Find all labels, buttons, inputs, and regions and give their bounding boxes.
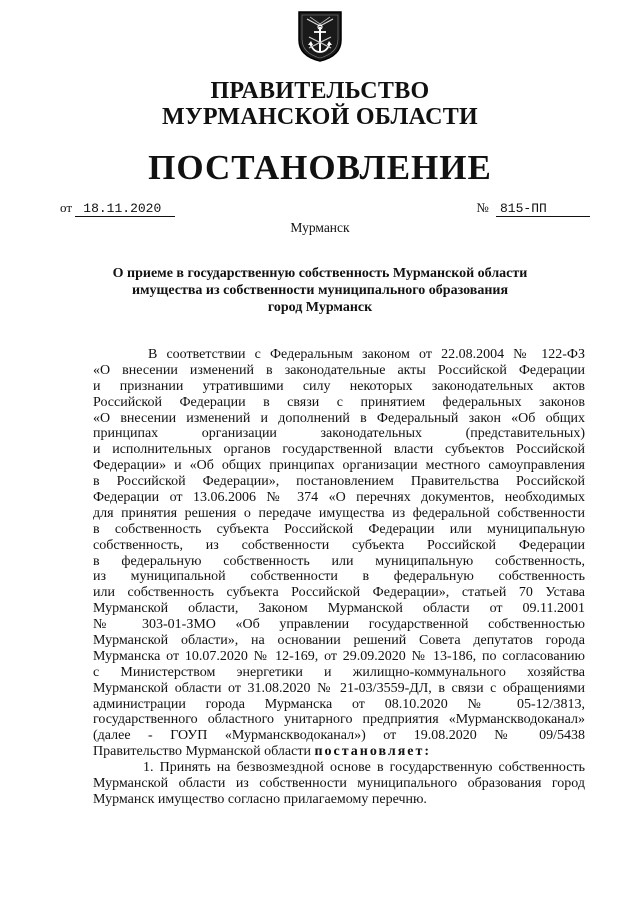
body-line: в Российской Федерации», постановлением Правительства Российской xyxy=(93,474,585,490)
body-line: принципах организации законодательных (представительных) xyxy=(93,426,585,442)
point-line: 1. Принять на безвозмездной основе в государственную собственность xyxy=(143,760,585,776)
document-type-heading: ПОСТАНОВЛЕНИЕ xyxy=(148,148,492,187)
body-line: Мурманской области, Законом Мурманской области от 09.11.2001 xyxy=(93,601,585,617)
date-prefix: от xyxy=(60,200,73,215)
document-number xyxy=(476,200,590,217)
body-line: и признании утратившими силу некоторых законодательных актов xyxy=(93,378,585,394)
number-sign: № xyxy=(476,200,489,215)
body-line: Федерации от 13.06.2006 № 374 «О перечнях документов, необходимых xyxy=(93,490,585,506)
document-meta-row xyxy=(60,200,590,222)
title-line: имущества из собственности муниципального образования xyxy=(131,283,509,298)
org-name-line1: ПРАВИТЕЛЬСТВО xyxy=(210,78,430,104)
body-line: «О внесении изменений в законодательные акты Российской Федерации xyxy=(93,362,585,378)
title-line: О приеме в государственную собственность Мурманской области xyxy=(112,266,528,281)
body-line: из муниципальной собственности в федеральную собственность xyxy=(93,569,585,585)
body-line: администрации города Мурманска от 08.10.2020 № 05-12/3813, xyxy=(93,696,585,712)
body-line: Федерации» и «Об общих принципах организации местного самоуправления xyxy=(93,458,585,474)
body-line: Мурманска от 10.07.2020 № 12-169, от 29.09.2020 № 13-186, по согласованию xyxy=(93,648,585,664)
decree-verb: постановляет: xyxy=(314,744,432,760)
body-line: (далее - ГОУП «Мурманскводоканал») от 19.08.2020 № 09/5438 xyxy=(93,728,585,744)
number-value: 815-ПП xyxy=(496,201,590,217)
body-line: в собственность субъекта Российской Федерации или муниципальную xyxy=(93,521,585,537)
body-line: Мурманской области», на основании решений Совета депутатов города xyxy=(93,633,585,649)
body-line: для принятия решения о передаче имущества из федеральной собственности xyxy=(93,505,585,521)
decree-prefix: Правительство Мурманской области xyxy=(93,744,315,760)
body-line: или собственность субъекта Российской Федерации», статьей 70 Устава xyxy=(93,585,585,601)
org-name-line2: МУРМАНСКОЙ ОБЛАСТИ xyxy=(162,104,478,130)
body-line: государственного областного унитарного предприятия «Мурманскводоканал» xyxy=(93,712,585,728)
body-line: В соответствии с Федеральным законом от 22.08.2004 № 122-ФЗ xyxy=(148,347,585,362)
body-line: с Министерством энергетики и жилищно-коммунального хозяйства xyxy=(93,664,585,680)
body-line: «О внесении изменений и дополнений в Федеральный закон «Об общих xyxy=(93,410,585,426)
body-line: и исполнительных органов государственной власти субъектов Российской xyxy=(93,442,585,458)
body-line: в федеральную собственность или муниципальную собственность, xyxy=(93,553,585,569)
title-line: город Мурманск xyxy=(267,300,373,315)
decree-line xyxy=(93,744,585,760)
document-date xyxy=(60,200,175,217)
date-value: 18.11.2020 xyxy=(75,201,175,217)
body-line: Российской Федерации в связи с принятием федеральных законов xyxy=(93,394,585,410)
document-title xyxy=(80,265,560,316)
document-body xyxy=(93,347,585,808)
body-line: № 303-01-ЗМО «Об управлении государственной собственностью xyxy=(93,617,585,633)
city-name: Мурманск xyxy=(290,220,350,235)
murmansk-coat-of-arms-icon xyxy=(297,10,343,62)
point-line: Мурманск имущество согласно прилагаемому перечню. xyxy=(93,791,427,807)
point-line: Мурманской области из собственности муниципального образования город xyxy=(93,776,585,792)
body-line: собственность, из собственности субъекта Российской Федерации xyxy=(93,537,585,553)
body-line: Мурманской области от 31.08.2020 № 21-03/3559-ДЛ, в связи с обращениями xyxy=(93,680,585,696)
